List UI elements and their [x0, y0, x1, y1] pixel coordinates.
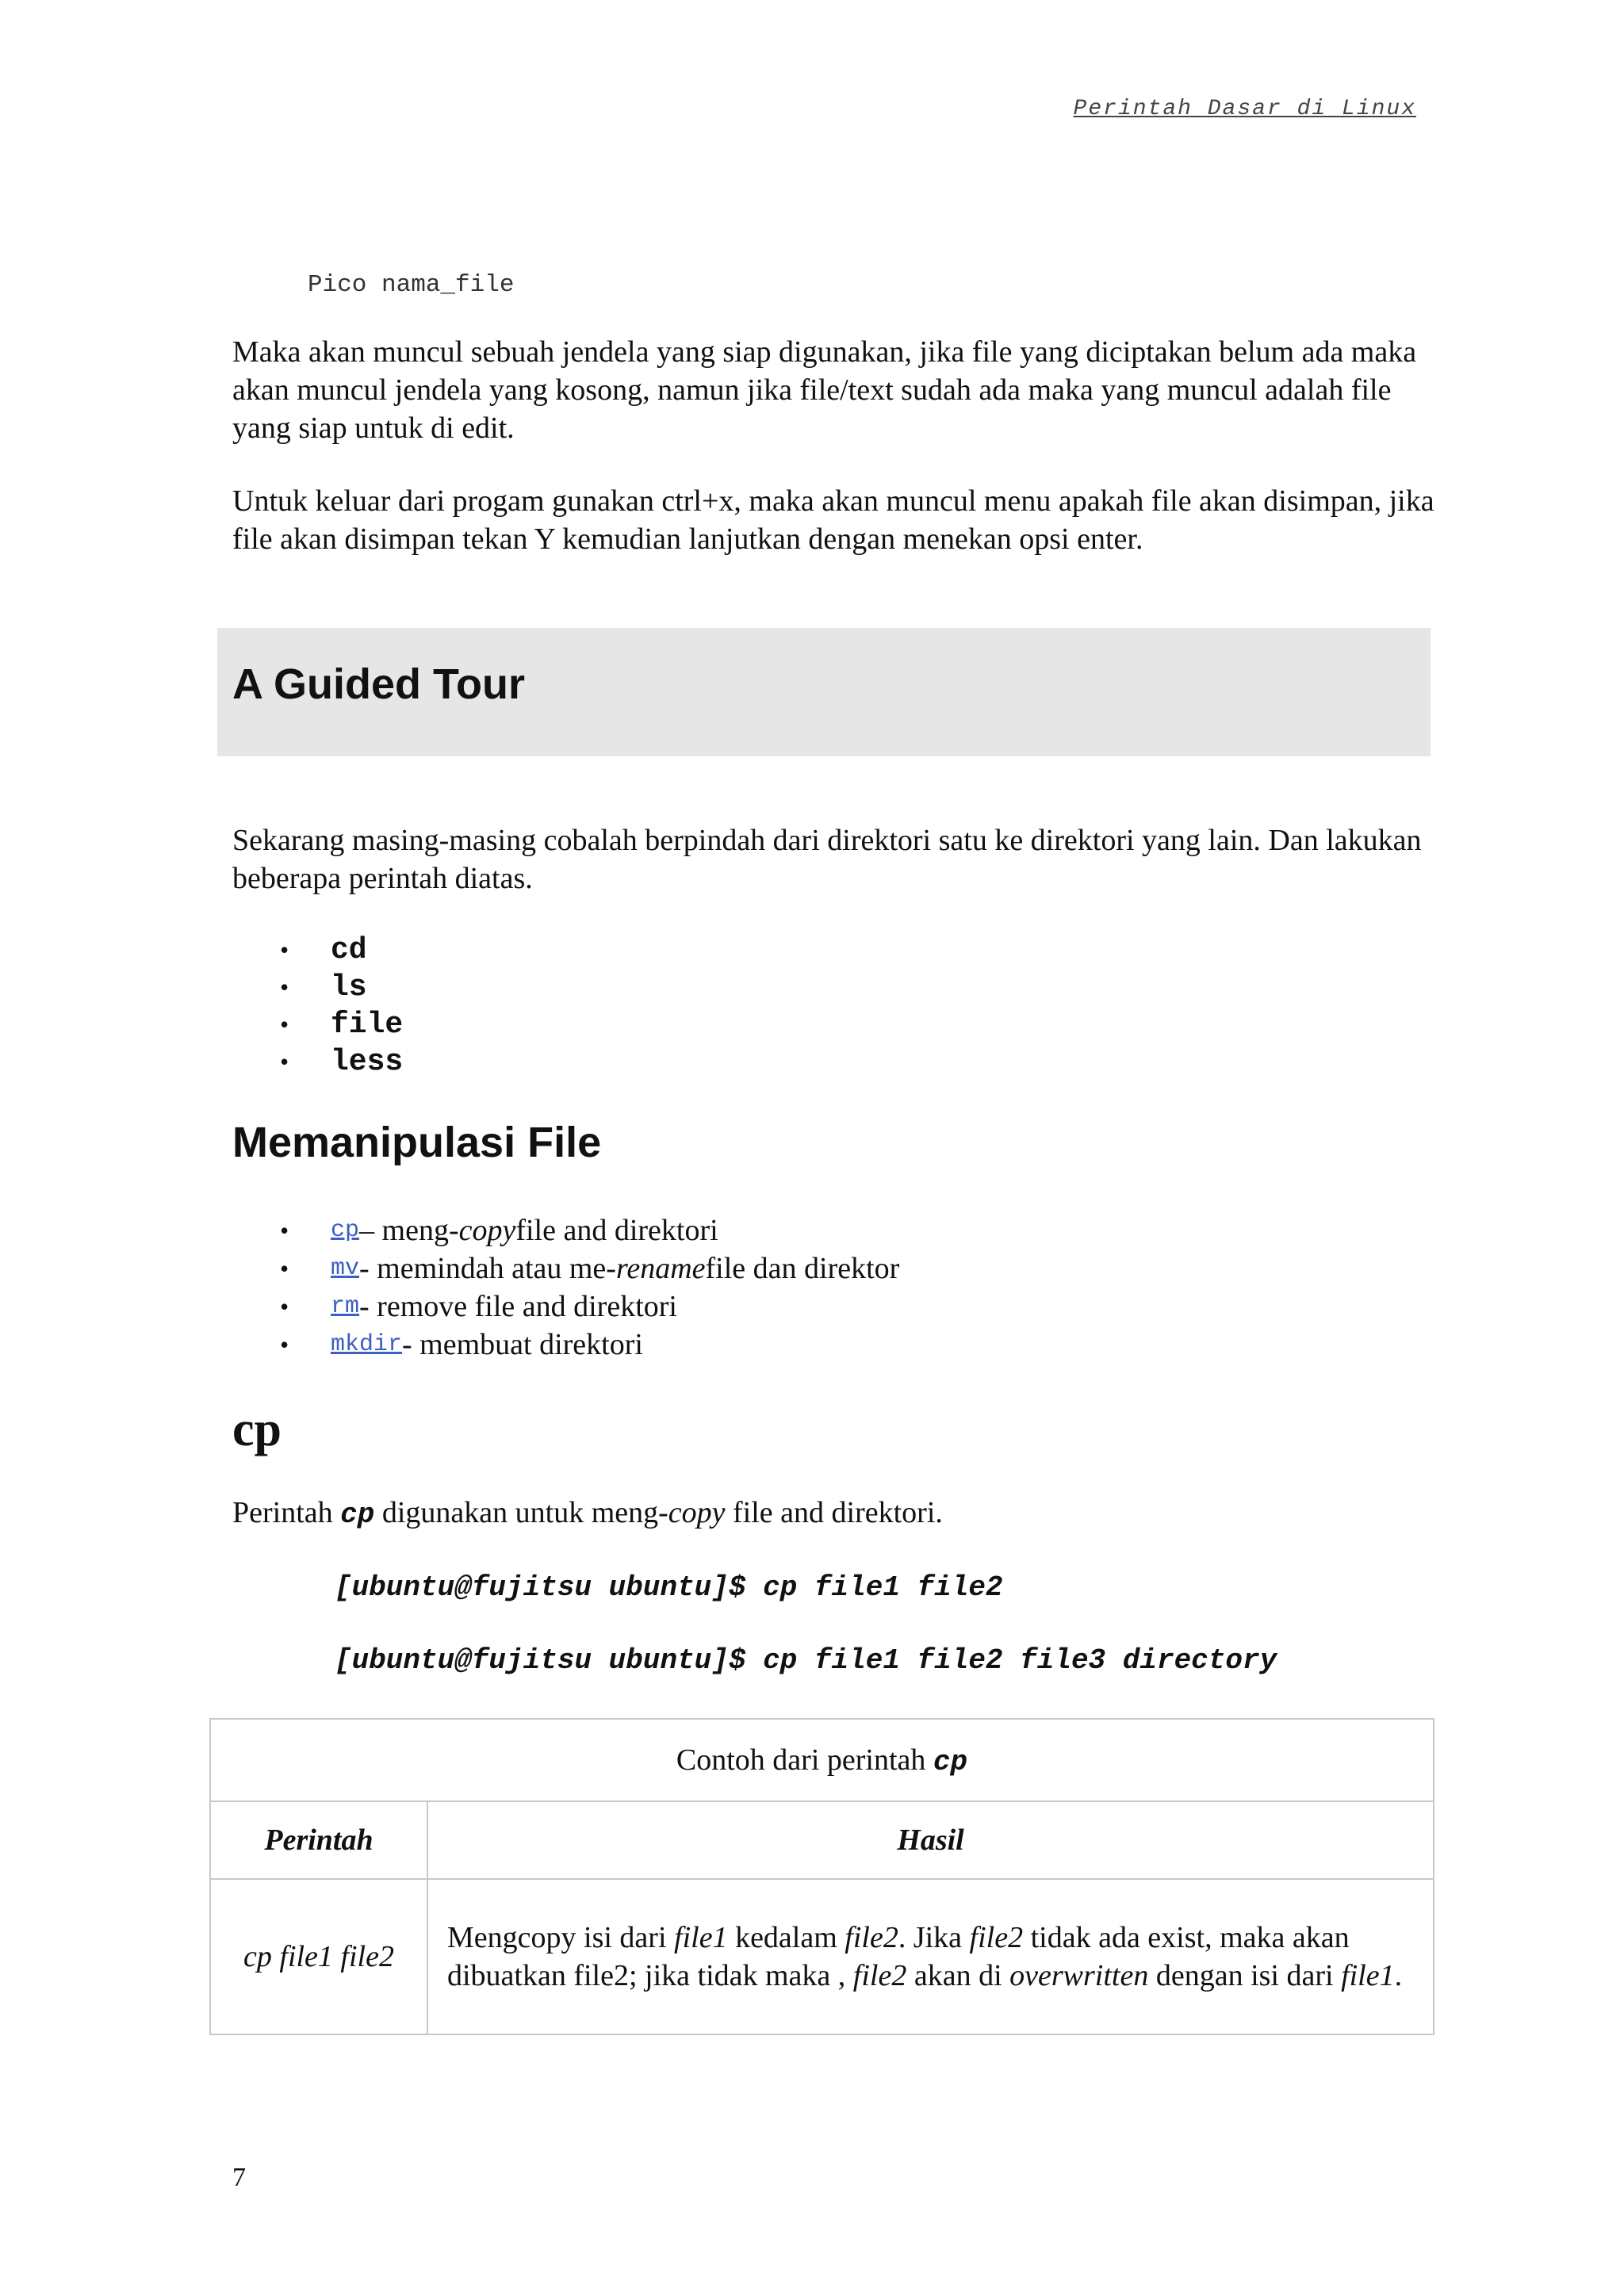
list-item	[232, 1006, 403, 1043]
bullet: •	[280, 1253, 289, 1283]
bullet: •	[280, 936, 289, 964]
bullet: •	[280, 973, 289, 1001]
table-caption: Contoh dari perintah cp	[210, 1719, 1434, 1801]
bullet: •	[280, 1292, 289, 1321]
list-item	[232, 1043, 403, 1081]
table-caption-row	[210, 1719, 1434, 1801]
item-text-end: file dan direktor	[705, 1252, 900, 1285]
list-item	[232, 969, 403, 1006]
command-file: file	[331, 1008, 404, 1042]
bullet: •	[280, 1047, 289, 1076]
running-header: Perintah Dasar di Linux	[1073, 97, 1416, 121]
pico-command: Pico nama_file	[308, 271, 515, 299]
list-item	[232, 1288, 899, 1326]
item-text: - memindah atau me-	[359, 1252, 616, 1285]
item-text: - membuat direktori	[402, 1328, 643, 1361]
link-cp[interactable]: cp	[331, 1217, 360, 1244]
table-row	[210, 1879, 1434, 2034]
list-item	[232, 1249, 899, 1288]
item-text: - remove file and direktori	[359, 1290, 677, 1323]
cell-result: Mengcopy isi dari file1 kedalam file2. Jika file2 tidak ada exist, maka akan dibuatkan file2; jika tidak maka , file2 akan di overwritten dengan isi dari file1.	[427, 1879, 1434, 2034]
text: Perintah	[232, 1496, 341, 1529]
link-mkdir[interactable]: mkdir	[331, 1331, 403, 1358]
list-item	[232, 1326, 899, 1364]
item-emphasis: copy	[458, 1214, 516, 1247]
link-rm[interactable]: rm	[331, 1293, 360, 1320]
text: digunakan untuk meng-	[374, 1496, 668, 1529]
item-emphasis: rename	[615, 1252, 706, 1285]
page-number: 7	[232, 2163, 246, 2192]
section-title-guided-tour: A Guided Tour	[232, 660, 525, 708]
command-less: less	[331, 1045, 404, 1079]
paragraph-cp-description	[232, 1494, 1446, 1534]
example-command-1: [ubuntu@fujitsu ubuntu]$ cp file1 file2	[335, 1571, 1003, 1604]
command-cd: cd	[331, 933, 367, 967]
item-text: – meng-	[359, 1214, 459, 1247]
bullet: •	[280, 1215, 289, 1245]
cp-examples-table	[209, 1718, 1434, 2035]
paragraph-guided-tour-intro: Sekarang masing-masing cobalah berpindah dari direktori satu ke direktori yang lain. Dan lakukan beberapa perintah diatas.	[232, 824, 1422, 895]
cell-command: cp file1 file2	[210, 1879, 427, 2034]
column-header-perintah: Perintah	[210, 1801, 427, 1879]
column-header-hasil: Hasil	[427, 1801, 1434, 1879]
paragraph-pico-description: Maka akan muncul sebuah jendela yang siap digunakan, jika file yang diciptakan belum ada maka akan muncul jendela yang kosong, namun jika file/text sudah ada maka yang muncul adalah file yang siap untuk di edit.	[232, 335, 1417, 445]
file-commands-list	[232, 1211, 899, 1364]
list-item	[232, 932, 403, 969]
inline-command: cp	[933, 1745, 968, 1778]
bullet: •	[280, 1010, 289, 1039]
emphasis: copy	[668, 1496, 726, 1529]
table-header-row	[210, 1801, 1434, 1879]
inline-command: cp	[340, 1498, 375, 1531]
example-command-2: [ubuntu@fujitsu ubuntu]$ cp file1 file2 file3 directory	[335, 1644, 1277, 1677]
bullet: •	[280, 1330, 289, 1359]
command-list	[232, 932, 403, 1081]
section-banner	[217, 628, 1431, 756]
item-text-end: file and direktori	[515, 1214, 718, 1247]
link-mv[interactable]: mv	[331, 1255, 360, 1282]
text: file and direktori.	[725, 1496, 943, 1529]
command-ls: ls	[331, 970, 367, 1004]
section-title-cp: cp	[232, 1402, 282, 1456]
list-item	[232, 1211, 899, 1249]
paragraph-exit-instructions: Untuk keluar dari progam gunakan ctrl+x, maka akan muncul menu apakah file akan disimpan, jika file akan disimpan tekan Y kemudian lanjutkan dengan menekan opsi enter.	[232, 484, 1434, 556]
section-title-memanipulasi-file: Memanipulasi File	[232, 1119, 602, 1166]
